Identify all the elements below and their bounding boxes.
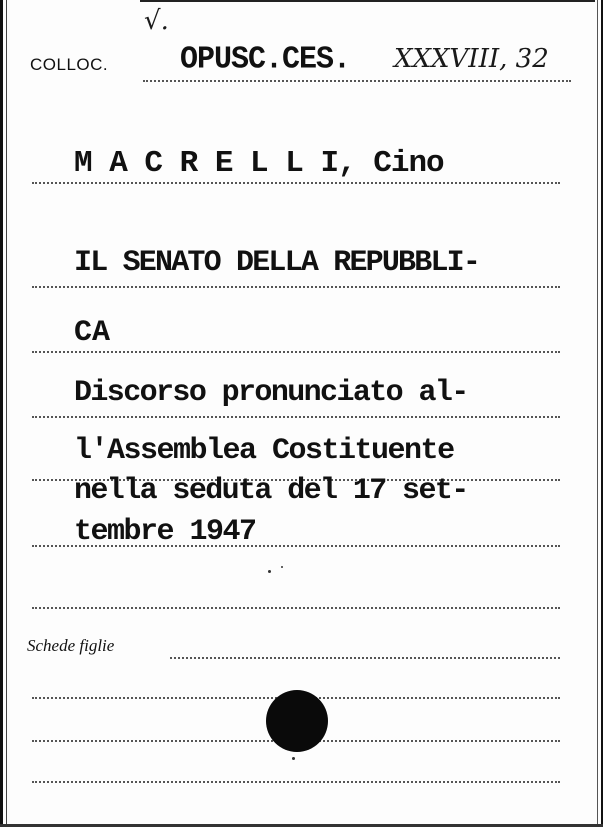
child-cards-line (170, 657, 560, 659)
description-line-2: l'Assemblea Costituente (74, 434, 454, 468)
description-line-1-rule (32, 416, 560, 418)
card-left-edge (0, 0, 7, 827)
ink-speck (281, 566, 283, 568)
description-line-3: nella seduta del 17 set- (74, 474, 468, 508)
location-typed: OPUSC.CES. (180, 42, 351, 78)
card-right-edge (597, 0, 603, 827)
title-line-1-rule (32, 286, 560, 288)
punch-hole (266, 690, 328, 752)
title-line-2: CA (74, 316, 111, 350)
card-top-edge (140, 0, 595, 2)
title-line-1: IL SENATO DELLA REPUBBLI- (74, 246, 480, 280)
child-cards-label: Schede figlie (27, 636, 115, 655)
blank-line-1 (32, 607, 560, 609)
check-mark: √. (144, 6, 169, 36)
author-name: M A C R E L L I, Cino (74, 146, 444, 181)
description-line-4-rule (32, 545, 560, 547)
title-line-2-rule (32, 351, 560, 353)
colloc-label: COLLOC. (30, 55, 109, 74)
blank-line-4 (32, 781, 560, 783)
colloc-line (143, 80, 571, 82)
description-line-4: tembre 1947 (74, 515, 256, 549)
ink-speck (292, 757, 295, 760)
location-handwritten: XXXVIII, 32 (394, 44, 549, 74)
ink-speck (268, 570, 271, 573)
author-line (32, 182, 560, 184)
description-line-1: Discorso pronunciato al- (74, 376, 468, 410)
